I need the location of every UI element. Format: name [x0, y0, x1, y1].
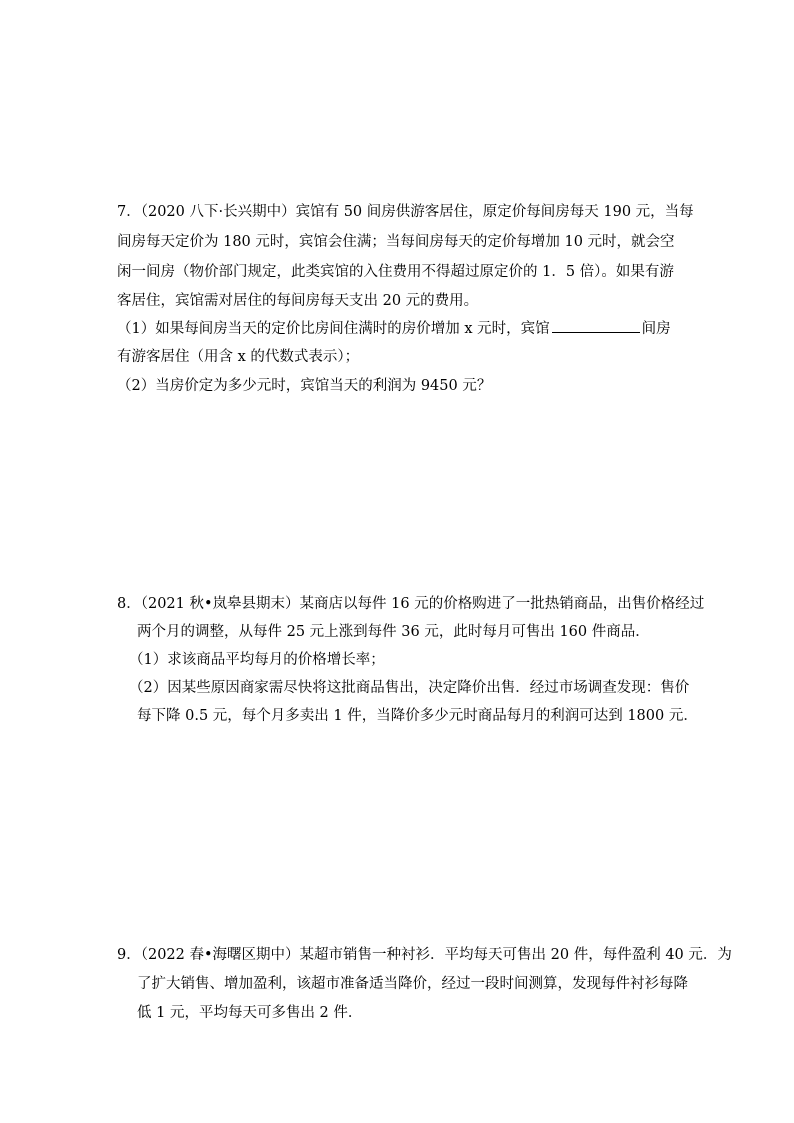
q7-part-1-tail: 间房: [641, 321, 671, 337]
q7-part-1-text: （1）如果每间房当天的定价比房间住满时的房价增加 x 元时，宾馆: [117, 321, 550, 337]
q8-line-5: 每下降 0.5 元，每个月多卖出 1 件，当降价多少元时商品每月的利润可达到 1800 元．: [137, 708, 698, 724]
q7-part-2: （2）当房价定为多少元时，宾馆当天的利润为 9450 元？: [117, 378, 492, 394]
q8-part-1: （1）求该商品平均每月的价格增长率；: [129, 652, 385, 668]
q9-line-2: 了扩大销售、增加盈利，该超市准备适当降价，经过一段时间测算，发现每件衬衫每降: [137, 976, 688, 992]
q7-line-3: 闲一间房（物价部门规定，此类宾馆的入住费用不得超过原定价的 1．5 倍）。如果有游: [117, 264, 674, 280]
q8-line-2: 两个月的调整，从每件 25 元上涨到每件 36 元，此时每月可售出 160 件商品．: [137, 624, 650, 640]
q7-line-4: 客居住，宾馆需对居住的每间房每天支出 20 元的费用。: [117, 293, 479, 309]
q7-line-6: 有游客居住（用含 x 的代数式表示）；: [117, 349, 360, 365]
q7-line-2: 间房每天定价为 180 元时，宾馆会住满；当每间房每天的定价每增加 10 元时，就会空: [117, 234, 675, 250]
q8-line-1: 8．（2021 秋•岚皋县期末）某商店以每件 16 元的价格购进了一批热销商品，出售价格经过: [117, 596, 705, 612]
q9-line-1: 9．（2022 春•海曙区期中）某超市销售一种衬衫．平均每天可售出 20 件，每件盈利 40 元．为: [117, 947, 732, 963]
q7-line-1: 7．（2020 八下·长兴期中）宾馆有 50 间房供游客居住，原定价每间房每天 190 元，当每: [117, 204, 694, 220]
q7-part-1: [117, 317, 671, 338]
answer-blank[interactable]: [552, 318, 640, 333]
q9-line-3: 低 1 元，平均每天可多售出 2 件．: [137, 1005, 363, 1021]
q8-part-2: （2）因某些原因商家需尽快将这批商品售出，决定降价出售．经过市场调查发现：售价: [129, 680, 690, 696]
